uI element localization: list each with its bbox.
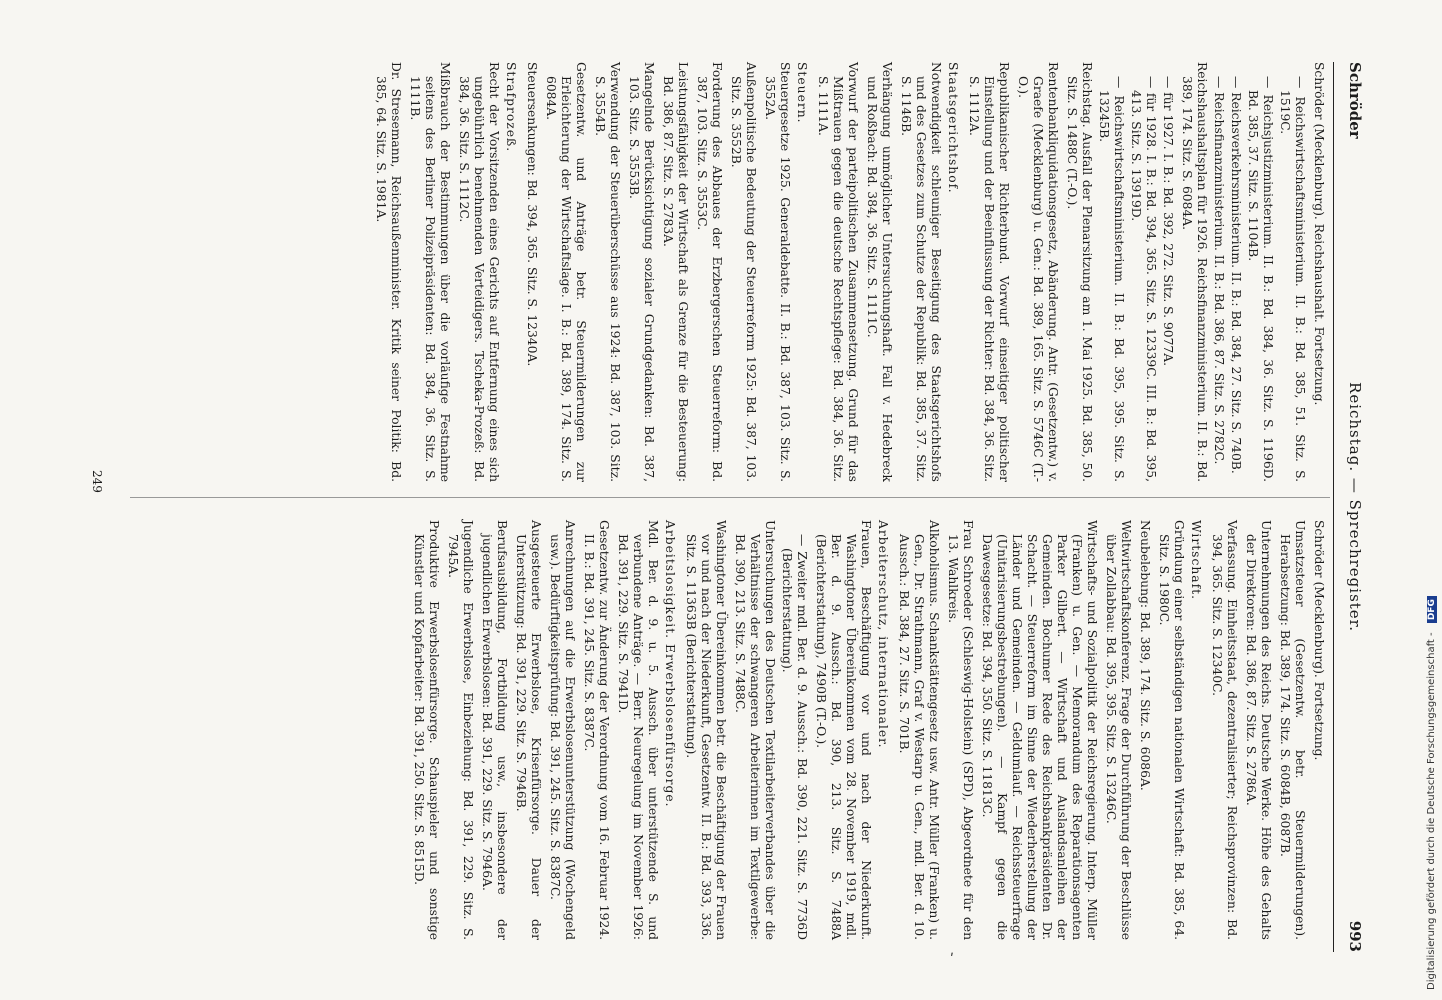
section-heading: Staatsgerichtshof. <box>946 62 960 194</box>
index-entry: Verfassung. Einheitsstaat, dezentralisierter; Reichsprovinzen: Bd. 394, 365. Sitz. S. 12340C. <box>1210 520 1239 940</box>
digitization-credit <box>1404 0 1437 1000</box>
index-entry: Alkoholismus. Schankstättengesetz usw. Antr. Müller (Franken) u. Gen., Dr. Strathmann, Graf v. Westarp u. Gen., mdl. Ber. d. 10. Aussch.: Bd. 384, 27. Sitz. S. 701B. <box>897 520 941 940</box>
index-entry: Ausgesteuerte Erwerbslose, Krisenfürsorge. Dauer der Unterstützung: Bd. 391, 229. Sitz. S. 7946B. <box>514 520 543 940</box>
dfg-logo-icon: DFG <box>1427 596 1437 623</box>
index-entry: Jugendliche Erwerbslose, Einbeziehung: Bd. 391, 229. Sitz. S. 7945A. <box>446 520 475 940</box>
index-entry: Mangelnde Berücksichtigung sozialer Grundgedanken: Bd. 387, 103. Sitz. S. 3553B. <box>627 62 656 482</box>
credit-text: Digitalisierung gefördert durch die Deutsche Forschungsgemeinschaft - <box>1426 632 1437 990</box>
index-entry: Umsatzsteuer (Gesetzentw. betr. Steuermilderungen). Herabsetzung: Bd. 389, 174. Sitz. S. 6084B, 6087B. <box>1278 520 1307 940</box>
index-entry: — Reichsjustizministerium. II. B.: Bd. 384, 36. Sitz. S. 1196D. Bd. 385, 37. Sitz. S. 1104B. <box>1246 76 1275 482</box>
index-entry: Rentenbankliquidationsgesetz, Abänderung. Antr. (Gesetzentw.) v. Graefe (Mecklenburg) u. Gen.: Bd. 389, 165. Sitz. S. 5746C (T.-O.). <box>1016 62 1060 482</box>
index-entry: Berufsausbildung, Fortbildung usw., insbesondere der jugendlichen Erwerbslosen: Bd. 391, 229. Sitz. S. 7946A. <box>480 520 509 940</box>
index-entry: Unternehmungen des Reichs. Deutsche Werke. Höhe des Gehalts der Direktoren: Bd. 386, 87. Sitz. S. 2786A. <box>1244 520 1273 940</box>
left-column <box>369 62 1326 482</box>
section-heading: Arbeiterschutz, internationaler. <box>876 520 890 749</box>
index-entry: Reichstag. Ausfall der Plenarsitzung am 1. Mai 1925. Bd. 385, 50. Sitz. S. 1488C (T.-O.). <box>1065 62 1094 482</box>
index-entry: Forderung des Abbaues der Erzbergerschen Steuerreform: Bd. 387, 103. Sitz. S. 3553C. <box>695 62 724 482</box>
index-entry: — für 1927. I. B.: Bd. 392, 272. Sitz. S. 9077A. <box>1161 76 1175 367</box>
index-entry: Frau Schroeder (Schleswig-Holstein) (SPD), Abgeordnete für den 13. Wahlkreis. <box>946 520 975 940</box>
index-entry: Untersuchungen des Deutschen Textilarbeiterverbandes über die Verhältnisse der schwangeren Arbeiterinnen im Textilgewerbe: Bd. 390, 213. Sitz. S. 7488C. <box>733 520 777 940</box>
index-entry: Anrechnungen auf die Erwerbslosenunterstützung (Wochengeld usw.). Bedürftigkeitsprüfung: Bd. 391, 245. Sitz. S. 8387C. <box>548 520 577 940</box>
scan-mark: ʹ <box>950 952 954 968</box>
index-entry: Leistungsfähigkeit der Wirtschaft als Grenze für die Besteuerung: Bd. 386, 87. Sitz. S. 2783A. <box>661 62 690 482</box>
index-entry: Verwendung der Steuerüberschüsse aus 1924: Bd. 387, 103. Sitz. S. 3554B. <box>593 62 622 482</box>
section-heading: Steuern. <box>795 62 809 124</box>
index-entry: Reichshaushaltsplan für 1926. Reichsfinanzministerium. II. B.: Bd. 389, 174. Sitz. S. 6084A. <box>1180 62 1209 482</box>
index-entry: Schröder (Mecklenburg). Fortsetzung. <box>1312 520 1326 761</box>
index-entry: Neubelebung: Bd. 389, 174. Sitz. S. 6086A. <box>1138 520 1152 791</box>
header-rule <box>1333 62 1334 952</box>
section-heading: Arbeitslosigkeit. Erwerbslosenfürsorge. <box>663 520 677 808</box>
index-entry: Washingtoner Übereinkommen betr. die Beschäftigung der Frauen vor und nach der Niederkunft, Gesetzentw. II. B.: Bd. 393, 336. Sitz. S. 11363B (Berichterstattung). <box>684 520 728 940</box>
index-entry: Weltwirtschaftskonferenz. Frage der Durchführung der Beschlüsse über Zollabbau: Bd. 395, 395. Sitz. S. 13246C. <box>1104 520 1133 940</box>
index-entry: Gesetzentw. zur Änderung der Verordnung vom 16. Februar 1924. II. B.: Bd. 391, 245. Sitz. S. 8387C. <box>582 520 611 940</box>
index-entry: Wirtschafts- und Sozialpolitik der Reichsregierung. Interp. Müller (Franken) u. Gen. — Memorandum des Reparationsagenten Parker Gilbert. — Wirtschaft und Auslandsanleihen der Gemeinden. Bochumer Rede des Reichsbankpräsidenten Dr. Schacht. — Steuerreform im Sinne der Wiederherstellung der Länder und Gemeinden. — Geldumlauf. — Reichssteuerfrage (Unitarisierungsbestrebungen). — Kampf gegen die Dawesgesetze: Bd. 394, 350. Sitz. S. 11813C. <box>980 520 1099 940</box>
credit-text-row <box>1426 30 1442 990</box>
index-entry: Mdl. Ber. d. 9. u. 5. Aussch. über unterstützende S. und verbundene Anträge. — Berr. Neuregelung im November 1926: Bd. 391, 229. Sitz. S. 7941D. <box>616 520 660 940</box>
index-entry: — Reichsfinanzministerium. II. B.: Bd. 386, 87. Sitz. S. 2782C. <box>1212 76 1226 465</box>
index-entry: Republikanischer Richterbund. Vorwurf einseitiger politischer Einstellung und der Beeinflussung der Richter: Bd. 384, 36. Sitz. S. 1112A. <box>967 62 1011 482</box>
right-column <box>407 520 1326 940</box>
index-entry: Recht der Vorsitzenden eines Gerichts auf Entfernung eines sich ungebührlich benehmenden Verteidigers. Tscheka-Prozeß: Bd. 384, 36. Sitz. S. 1112C. <box>457 62 501 482</box>
index-entry: — Reichswirtschaftsministerium. II. B.: Bd. 385, 51. Sitz. S. 1519C. <box>1278 76 1307 482</box>
index-entry: Dr. Stresemann, Reichsaußenminister. Kritik seiner Politik: Bd. 385, 64. Sitz. S. 1981A. <box>374 62 403 482</box>
index-entry: — Zweiter mdl. Ber. d. 9. Aussch.: Bd. 390, 221. Sitz. S. 7736D (Berichterstattung). <box>780 534 809 940</box>
index-entry: — für 1928. I. B.: Bd. 394, 365. Sitz. S. 12339C. III. B.: Bd. 395, 413. Sitz. S. 13919D. <box>1129 76 1158 482</box>
column-divider <box>130 497 1330 498</box>
index-entry: Steuersenkungen: Bd. 394, 365. Sitz. S. 12340A. <box>525 62 539 367</box>
index-entry: Gesetzentw. und Anträge betr. Steuermilderungen zur Erleichterung der Wirtschaftslage. I. B.: Bd. 389, 174. Sitz. S. 6084A. <box>544 62 588 482</box>
section-heading: Wirtschaft. <box>1189 520 1203 601</box>
index-entry: Verhängung unmöglicher Untersuchungshaft. Fall v. Hedebreck und Roßbach: Bd. 384, 36. Sitz. S. 1111C. <box>865 62 894 482</box>
index-entry: Außenpolitische Bedeutung der Steuerreform 1925: Bd. 387, 103. Sitz. S. 3552B. <box>729 62 758 482</box>
index-entry: Gründung einer selbständigen nationalen Wirtschaft: Bd. 385, 64. Sitz. S. 1980C. <box>1157 520 1186 940</box>
index-entry: Mißbrauch der Bestimmungen über die vorläufige Festnahme seitens des Berliner Polizeipräsidenten: Bd. 384, 36. Sitz. S. 1111B. <box>408 62 452 482</box>
index-entry: Schröder (Mecklenburg). Reichshaushalt. Fortsetzung. <box>1312 62 1326 406</box>
index-entry: Produktive Erwerbslosenfürsorge. Schauspieler und sonstige Künstler und Kopfarbeiter: Bd. 391, 250. Sitz. S. 8515D. <box>412 520 441 940</box>
index-entry: — Reichswirtschaftsministerium. II. B.: Bd. 395, 395. Sitz. S. 13245B. <box>1097 76 1126 482</box>
page-footer-number: 249 <box>90 470 104 493</box>
index-entry: Steuergesetze 1925. Generaldebatte. II. B.: Bd. 387, 103. Sitz. S. 3552A. <box>763 62 792 482</box>
page-header <box>1338 62 1364 952</box>
index-entry: Notwendigkeit schleuniger Beseitigung des Staatsgerichtshofs und des Gesetzes zum Schutze der Republik: Bd. 385, 37. Sitz. S. 1146B. <box>899 62 943 482</box>
header-title: Reichstag. — Sprechregister. <box>1346 382 1364 632</box>
header-keyword: Schröder <box>1346 62 1364 139</box>
index-entry: Vorwurf der parteipolitischen Zusammensetzung. Grund für das Mißtrauen gegen die deutsche Rechtspflege: Bd. 384, 36. Sitz. S. 1111A. <box>816 62 860 482</box>
header-page-number: 993 <box>1346 920 1364 952</box>
section-heading: Strafprozeß. <box>504 62 518 153</box>
index-entry: Frauen, Beschäftigung vor und nach der Niederkunft. Washingtoner Übereinkommen vom 28. November 1919, mdl. Ber. d. 9. Aussch.: Bd. 390, 213. Sitz. S. 7488A (Berichterstattung), 7490B (T.-O.). <box>814 520 873 940</box>
index-entry: — Reichsverkehrsministerium. II. B.: Bd. 384, 27. Sitz. S. 740B. <box>1229 76 1243 474</box>
